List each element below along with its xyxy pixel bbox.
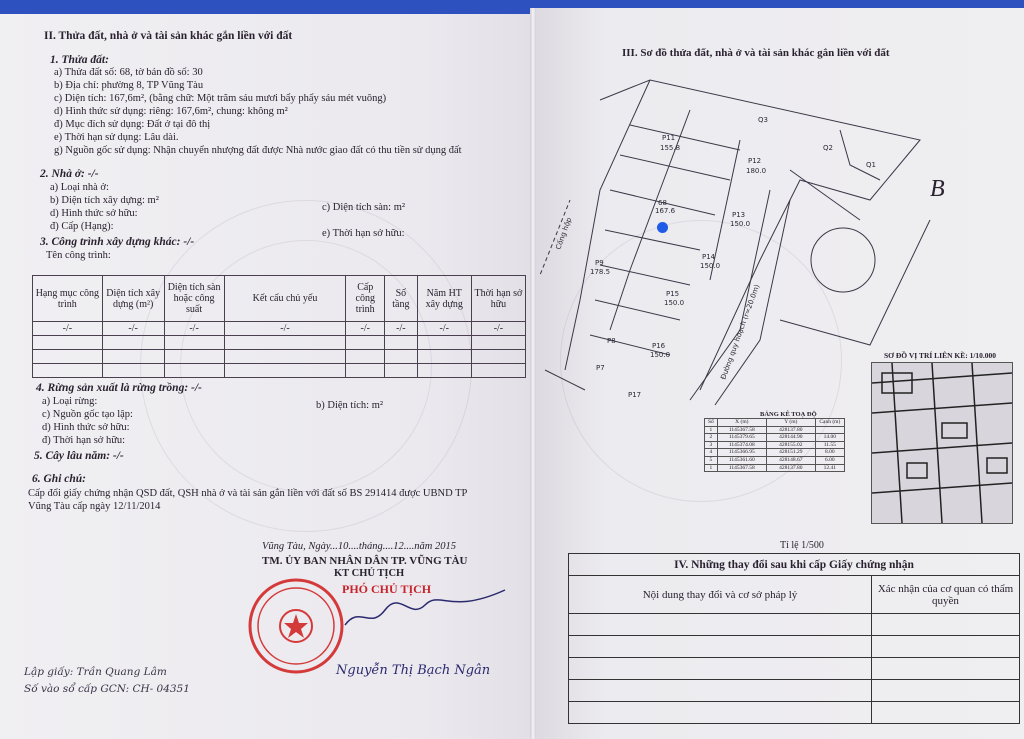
forest-line: c) Nguồn gốc tạo lập: bbox=[42, 409, 133, 420]
prepared-by: Lập giấy: Trần Quang Lâm bbox=[24, 666, 167, 678]
changes-col-header: Nội dung thay đổi và cơ sở pháp lý bbox=[569, 576, 872, 614]
works-title: 3. Công trình xây dựng khác: -/- bbox=[40, 236, 195, 248]
notes-title: 6. Ghi chú: bbox=[32, 473, 86, 485]
svg-text:P9: P9 bbox=[595, 259, 604, 267]
section-4-title: IV. Những thay đổi sau khi cấp Giấy chứng nhận bbox=[569, 554, 1020, 576]
svg-text:150.0: 150.0 bbox=[650, 351, 671, 359]
land-title: 1. Thửa đất: bbox=[50, 54, 109, 66]
land-line: g) Nguồn gốc sử dụng: Nhận chuyển nhượng đất được Nhà nước giao đất có thu tiền sử dụng đất bbox=[54, 145, 462, 156]
north-arrow: B bbox=[930, 176, 945, 202]
coordinate-table bbox=[704, 418, 845, 472]
vice-chair-title: PHÓ CHỦ TỊCH bbox=[342, 582, 432, 596]
perennial-title: 5. Cây lâu năm: -/- bbox=[34, 450, 124, 462]
house-right-line: e) Thời hạn sở hữu: bbox=[322, 228, 405, 239]
changes-table bbox=[568, 553, 1020, 724]
svg-text:68: 68 bbox=[658, 199, 667, 207]
svg-text:Đường quy hoạch (r=20.0m): Đường quy hoạch (r=20.0m) bbox=[719, 283, 762, 381]
works-header: Diện tích sàn hoặc công suất bbox=[164, 276, 224, 322]
coord-row: 4 1145366.95 428151.29 8.00 bbox=[705, 449, 845, 457]
land-line: c) Diện tích: 167,6m², (bằng chữ: Một trăm sáu mươi bẩy phẩy sáu mét vuông) bbox=[54, 93, 387, 104]
coord-row: 5 1145361.60 428148.67 6.00 bbox=[705, 456, 845, 464]
authority: TM. ỦY BAN NHÂN DÂN TP. VŨNG TÀU bbox=[262, 555, 468, 567]
works-header: Kết cấu chủ yếu bbox=[224, 276, 346, 322]
coord-header: Y (m) bbox=[766, 419, 815, 427]
svg-text:178.5: 178.5 bbox=[590, 268, 611, 276]
svg-text:P7: P7 bbox=[596, 364, 605, 372]
works-header: Diện tích xây dựng (m²) bbox=[102, 276, 164, 322]
signature-scribble bbox=[340, 582, 510, 635]
works-header: Cấp công trình bbox=[346, 276, 385, 322]
section-2-title: II. Thửa đất, nhà ở và tài sản khác gắn liền với đất bbox=[44, 30, 293, 42]
works-header: Số tầng bbox=[385, 276, 418, 322]
map-scale: Tỉ lệ 1/500 bbox=[780, 540, 824, 551]
coord-row: 1 1145367.58 428137.80 bbox=[705, 426, 845, 434]
svg-text:P16: P16 bbox=[652, 342, 666, 350]
land-line: a) Thửa đất số: 68, tờ bản đồ số: 30 bbox=[54, 67, 203, 78]
coord-header: Cạnh (m) bbox=[815, 419, 844, 427]
house-line: a) Loại nhà ở: bbox=[50, 182, 109, 193]
changes-col-header: Xác nhận của cơ quan có thẩm quyền bbox=[872, 576, 1020, 614]
svg-text:167.6: 167.6 bbox=[655, 207, 676, 215]
signer-name: Nguyễn Thị Bạch Ngân bbox=[336, 663, 491, 678]
works-cell: -/- bbox=[471, 322, 525, 336]
svg-text:P17: P17 bbox=[628, 391, 642, 399]
works-header: Thời hạn sở hữu bbox=[471, 276, 525, 322]
svg-text:Cống hộp: Cống hộp bbox=[554, 216, 574, 251]
svg-text:150.0: 150.0 bbox=[730, 220, 751, 228]
works-cell: -/- bbox=[346, 322, 385, 336]
svg-text:150.0: 150.0 bbox=[664, 299, 685, 307]
forest-right-line: b) Diện tích: m² bbox=[316, 400, 384, 411]
works-header: Hạng mục công trình bbox=[33, 276, 103, 322]
house-line: b) Diện tích xây dựng: m² bbox=[50, 195, 159, 206]
svg-text:180.0: 180.0 bbox=[746, 167, 767, 175]
land-line: đ) Mục đích sử dụng: Đất ở tại đô thị bbox=[54, 119, 211, 130]
works-cell: -/- bbox=[102, 322, 164, 336]
location-marker bbox=[657, 222, 668, 233]
house-title: 2. Nhà ở: -/- bbox=[40, 168, 99, 180]
land-line: b) Địa chỉ: phường 8, TP Vũng Tàu bbox=[54, 80, 204, 91]
svg-text:150.0: 150.0 bbox=[700, 262, 721, 270]
forest-line: a) Loại rừng: bbox=[42, 396, 98, 407]
svg-text:P15: P15 bbox=[666, 290, 680, 298]
register-number: Số vào sổ cấp GCN: CH- 04351 bbox=[24, 683, 190, 695]
works-table bbox=[32, 275, 526, 378]
svg-text:P11: P11 bbox=[662, 134, 676, 142]
location-minimap bbox=[871, 362, 1013, 524]
coord-row: 2 1145379.65 428144.90 14.00 bbox=[705, 434, 845, 442]
svg-text:Q3: Q3 bbox=[758, 116, 768, 124]
house-right-line: c) Diện tích sàn: m² bbox=[322, 202, 406, 213]
location-title: SƠ ĐỒ VỊ TRÍ LIÊN KỀ: 1/10.000 bbox=[884, 351, 997, 360]
svg-text:P8: P8 bbox=[607, 337, 616, 345]
coord-title: BẢNG KÊ TOẠ ĐỘ bbox=[760, 411, 817, 418]
coord-row: 3 1145374.08 428155.02 11.55 bbox=[705, 441, 845, 449]
svg-text:P14: P14 bbox=[702, 253, 716, 261]
forest-line: đ) Thời hạn sở hữu: bbox=[42, 435, 126, 446]
notes-line: Vũng Tàu cấp ngày 12/11/2014 bbox=[28, 501, 161, 512]
house-line: đ) Cấp (Hạng): bbox=[50, 221, 114, 232]
land-line: d) Hình thức sử dụng: riêng: 167,6m², chung: không m² bbox=[54, 106, 288, 117]
svg-text:155.8: 155.8 bbox=[660, 144, 681, 152]
works-cell: -/- bbox=[385, 322, 418, 336]
svg-text:P13: P13 bbox=[732, 211, 746, 219]
works-name: Tên công trình: bbox=[46, 250, 111, 261]
official-seal bbox=[246, 576, 346, 676]
svg-text:Q2: Q2 bbox=[823, 144, 833, 152]
forest-title: 4. Rừng sản xuất là rừng trồng: -/- bbox=[36, 382, 202, 394]
works-cell: -/- bbox=[224, 322, 346, 336]
section-3-title: III. Sơ đồ thửa đất, nhà ở và tài sản khác gắn liền với đất bbox=[622, 47, 890, 59]
page-fold bbox=[530, 8, 536, 739]
works-cell: -/- bbox=[164, 322, 224, 336]
signing-date: Vũng Tàu, Ngày...10....tháng....12....năm 2015 bbox=[262, 541, 456, 552]
notes-line: Cấp đổi giấy chứng nhận QSD đất, QSH nhà ở và tài sản gắn liền với đất số BS 291414 được UBND TP bbox=[28, 488, 468, 499]
kt-title: KT CHỦ TỊCH bbox=[334, 568, 405, 579]
forest-line: d) Hình thức sở hữu: bbox=[42, 422, 130, 433]
house-line: d) Hình thức sở hữu: bbox=[50, 208, 138, 219]
works-header: Năm HT xây dựng bbox=[417, 276, 471, 322]
works-cell: -/- bbox=[33, 322, 103, 336]
works-cell: -/- bbox=[417, 322, 471, 336]
svg-text:P12: P12 bbox=[748, 157, 762, 165]
coord-row: 1 1145367.58 428137.80 12.41 bbox=[705, 464, 845, 472]
coord-header: X (m) bbox=[717, 419, 766, 427]
svg-text:Q1: Q1 bbox=[866, 161, 876, 169]
coord-header: Số bbox=[705, 419, 718, 427]
land-line: e) Thời hạn sử dụng: Lâu dài. bbox=[54, 132, 179, 143]
